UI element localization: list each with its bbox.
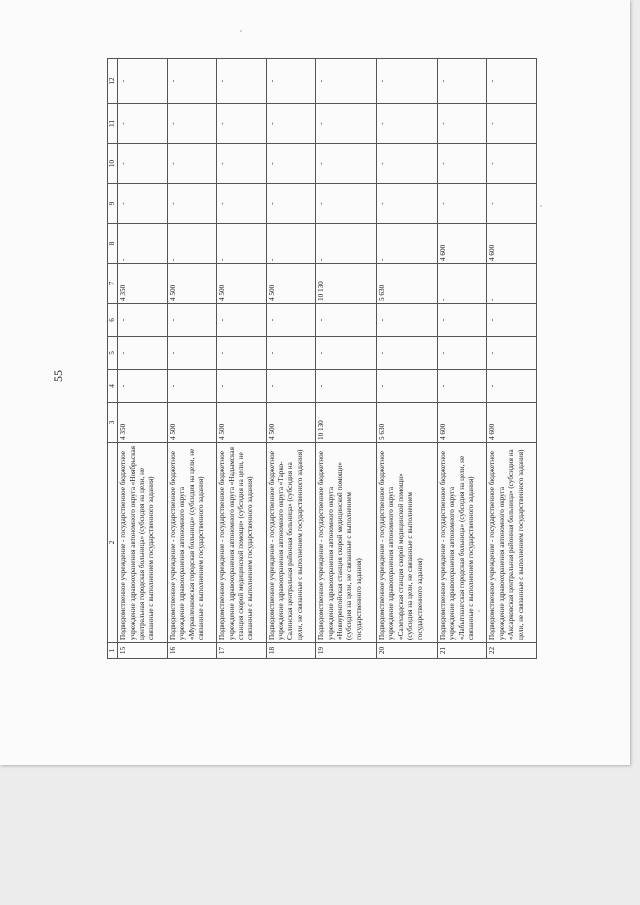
cell-value: -	[266, 144, 315, 184]
cell-value: 4 600	[487, 403, 537, 443]
cell-value: -	[217, 304, 266, 337]
cell-value: -	[377, 370, 438, 403]
cell-value: 10 130	[316, 403, 377, 443]
cell-value: -	[487, 104, 537, 144]
cell-value: -	[167, 144, 216, 184]
cell-value: -	[437, 264, 486, 304]
cell-value: -	[377, 59, 438, 104]
cell-value: 5 630	[377, 264, 438, 304]
cell-value: -	[266, 184, 315, 224]
cell-value: -	[437, 144, 486, 184]
row-description: Подведомственное учреждение - государственное бюджетное учреждение здравоохранения автономного округа «Муравленковская городская больница» (субсидия на цели, не связанные с выполнением государственного задания)	[167, 443, 216, 643]
cell-value: -	[487, 59, 537, 104]
cell-value: -	[316, 59, 377, 104]
cell-value: -	[437, 304, 486, 337]
row-description: Подведомственное учреждение - государственное бюджетное учреждение здравоохранения автономного округа «Аксарковская центральная районная больница» (субсидия на цели, не связанные с выполнением государственного задания)	[487, 443, 537, 643]
cell-value: -	[266, 224, 315, 264]
row-number: 19	[316, 643, 377, 659]
cell-value: -	[266, 59, 315, 104]
cell-value: -	[487, 304, 537, 337]
cell-value: -	[266, 337, 315, 370]
cell-value: -	[167, 304, 216, 337]
table-row	[118, 59, 167, 659]
cell-value: -	[217, 144, 266, 184]
cell-value: 4 500	[217, 264, 266, 304]
cell-value: -	[377, 224, 438, 264]
table-row	[437, 59, 486, 659]
cell-value: -	[316, 337, 377, 370]
cell-value: -	[377, 144, 438, 184]
column-header: 11	[108, 104, 118, 144]
cell-value: -	[118, 370, 167, 403]
cell-value: 4 600	[487, 224, 537, 264]
cell-value: 5 630	[377, 403, 438, 443]
row-number: 15	[118, 643, 167, 659]
cell-value: -	[377, 337, 438, 370]
row-number: 21	[437, 643, 486, 659]
cell-value: -	[217, 184, 266, 224]
cell-value: -	[437, 370, 486, 403]
cell-value: 10 130	[316, 264, 377, 304]
cell-value: -	[167, 370, 216, 403]
cell-value: -	[487, 337, 537, 370]
cell-value: -	[487, 370, 537, 403]
cell-value: -	[167, 184, 216, 224]
scan-speck	[540, 205, 542, 207]
table-row	[217, 59, 266, 659]
row-description: Подведомственное учреждение - государственное бюджетное учреждение здравоохранения автономного округа «Тарко-Салинская центральная районная больница» (субсидия на цели, не связанные с выполнением государственного задания)	[266, 443, 315, 643]
cell-value: -	[118, 224, 167, 264]
cell-value: -	[118, 104, 167, 144]
page-number: 55	[51, 370, 65, 382]
scan-speck	[240, 30, 242, 32]
row-number: 17	[217, 643, 266, 659]
cell-value: -	[217, 370, 266, 403]
cell-value: 4 350	[118, 403, 167, 443]
cell-value: -	[167, 104, 216, 144]
column-header: 4	[108, 370, 118, 403]
table-row	[167, 59, 216, 659]
table-row	[487, 59, 537, 659]
cell-value: -	[316, 370, 377, 403]
cell-value: -	[167, 337, 216, 370]
row-number: 20	[377, 643, 438, 659]
row-description: Подведомственное учреждение - государственное бюджетное учреждение здравоохранения автономного округа «Лабытнангская городская больница» (субсидия на цели, не связанные с выполнением государственного задания)	[437, 443, 486, 643]
cell-value: -	[118, 337, 167, 370]
cell-value: 4 500	[167, 264, 216, 304]
cell-value: -	[487, 184, 537, 224]
row-description: Подведомственное учреждение - государственное бюджетное учреждение здравоохранения автономного округа «Новоуренгойская станция скорой медицинской помощи» (субсидия на цели, не связанные с выполнением государственного задания)	[316, 443, 377, 643]
cell-value: -	[217, 104, 266, 144]
cell-value: -	[377, 304, 438, 337]
cell-value: 4 600	[437, 224, 486, 264]
cell-value: -	[217, 59, 266, 104]
column-header: 8	[108, 224, 118, 264]
column-header: 10	[108, 144, 118, 184]
cell-value: -	[437, 104, 486, 144]
cell-value: -	[487, 264, 537, 304]
cell-value: -	[118, 184, 167, 224]
table-row	[377, 59, 438, 659]
cell-value: -	[167, 224, 216, 264]
column-header: 12	[108, 59, 118, 104]
cell-value: -	[377, 104, 438, 144]
row-description: Подведомственное учреждение - государственное бюджетное учреждение здравоохранения автономного округа «Ноябрьская центральная городская больница» (субсидия на цели, не связанные с выполнением государственного задания)	[118, 443, 167, 643]
row-number: 18	[266, 643, 315, 659]
column-header: 3	[108, 403, 118, 443]
column-header: 9	[108, 184, 118, 224]
row-description: Подведомственное учреждение - государственное бюджетное учреждение здравоохранения автономного округа «Салехардская станция скорой медицинской помощи» (субсидия на цели, не связанные с выполнением государственного задания)	[377, 443, 438, 643]
cell-value: 4 500	[167, 403, 216, 443]
cell-value: -	[487, 144, 537, 184]
cell-value: -	[167, 59, 216, 104]
row-number: 22	[487, 643, 537, 659]
cell-value: 4 500	[266, 403, 315, 443]
cell-value: -	[266, 304, 315, 337]
cell-value: 4 500	[217, 403, 266, 443]
cell-value: -	[316, 224, 377, 264]
cell-value: -	[266, 370, 315, 403]
cell-value: 4 350	[118, 264, 167, 304]
cell-value: -	[316, 144, 377, 184]
row-description: Подведомственное учреждение - государственное бюджетное учреждение здравоохранения автономного округа «Надымская станция скорой медицинской помощи» (субсидия на цели, не связанные с выполнением государственного задания)	[217, 443, 266, 643]
column-header: 5	[108, 337, 118, 370]
column-header: 1	[108, 643, 118, 659]
cell-value: 4 500	[266, 264, 315, 304]
table-row	[266, 59, 315, 659]
cell-value: -	[437, 59, 486, 104]
cell-value: -	[316, 304, 377, 337]
column-header: 2	[108, 443, 118, 643]
cell-value: -	[118, 304, 167, 337]
cell-value: -	[266, 104, 315, 144]
cell-value: -	[118, 59, 167, 104]
cell-value: -	[316, 184, 377, 224]
cell-value: 4 600	[437, 403, 486, 443]
cell-value: -	[437, 337, 486, 370]
cell-value: -	[118, 144, 167, 184]
column-header: 6	[108, 304, 118, 337]
cell-value: -	[217, 337, 266, 370]
cell-value: -	[316, 104, 377, 144]
row-number: 16	[167, 643, 216, 659]
budget-table	[107, 58, 537, 659]
rotated-table-container	[107, 59, 537, 659]
cell-value: -	[377, 184, 438, 224]
column-number-header	[108, 59, 118, 659]
cell-value: -	[437, 184, 486, 224]
table-row	[316, 59, 377, 659]
column-header: 7	[108, 264, 118, 304]
cell-value: -	[217, 224, 266, 264]
